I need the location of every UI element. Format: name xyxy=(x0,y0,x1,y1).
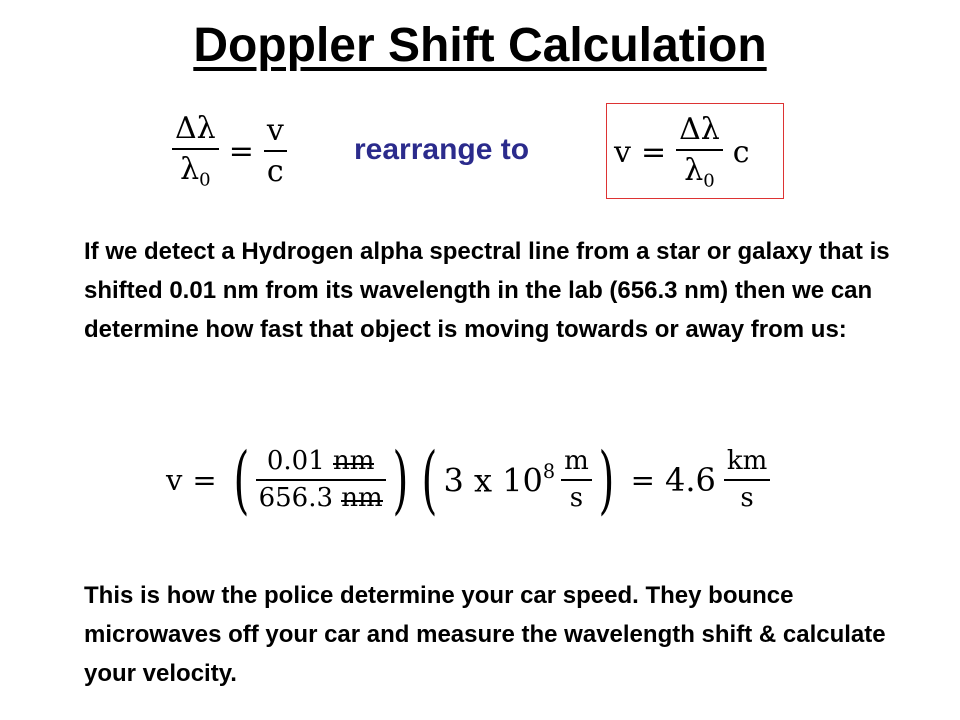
equals-sign: = xyxy=(630,463,655,497)
delta-lambda-fraction xyxy=(172,112,219,190)
slide-title: Doppler Shift Calculation xyxy=(193,19,767,72)
wavelength-ratio-fraction xyxy=(256,447,386,512)
close-parenthesis: ) xyxy=(392,437,409,523)
worked-example-equation xyxy=(166,437,770,523)
fraction-bar xyxy=(264,150,287,152)
fraction-denominator xyxy=(256,484,386,513)
speed-of-light-value xyxy=(443,460,555,499)
close-parenthesis: ) xyxy=(598,437,615,523)
fraction-denominator: s xyxy=(740,483,754,513)
result-value: 4.6 xyxy=(664,461,716,499)
explanation-paragraph: If we detect a Hydrogen alpha spectral line from a star or galaxy that is shifted 0.01 nm from its wavelength in the lab (656.3 nm) then we can determine how fast that object is moving towards or away from us: xyxy=(84,238,890,343)
fraction-denominator: c xyxy=(266,154,284,190)
fraction-denominator xyxy=(681,154,717,191)
fraction-bar xyxy=(256,479,386,481)
rest-wavelength-value: 656.3 xyxy=(258,483,334,513)
doppler-ratio-equation xyxy=(172,112,287,190)
fraction-numerator: Δλ xyxy=(679,112,720,147)
rearrange-label: rearrange to xyxy=(354,133,530,166)
velocity-symbol: v xyxy=(614,134,631,170)
lambda-symbol: λ xyxy=(684,153,704,188)
result-unit-fraction xyxy=(724,447,770,512)
velocity-equation xyxy=(614,113,750,191)
speed-unit-fraction xyxy=(561,447,592,512)
shift-value: 0.01 xyxy=(266,446,325,477)
equals-sign: = xyxy=(192,463,217,497)
fraction-bar xyxy=(172,148,219,150)
fraction-numerator: v xyxy=(266,113,284,149)
fraction-numerator: m xyxy=(564,446,589,477)
fraction-bar xyxy=(724,479,770,481)
fraction-bar xyxy=(561,479,592,481)
fraction-denominator: s xyxy=(569,483,584,513)
fraction-bar xyxy=(676,149,723,151)
lambda-symbol: λ xyxy=(180,152,200,187)
subscript-zero: 0 xyxy=(199,169,211,191)
police-radar-paragraph: This is how the police determine your car speed. They bounce microwaves off your car and measure the wavelength shift & calculate your velocity. xyxy=(84,582,886,687)
open-parenthesis: ( xyxy=(233,437,250,523)
speed-exponent: 8 xyxy=(542,460,556,484)
delta-lambda-fraction xyxy=(676,113,723,191)
fraction-numerator: km xyxy=(726,446,768,477)
fraction-numerator: Δλ xyxy=(175,111,216,146)
speed-base: 3 x 10 xyxy=(443,461,543,500)
equals-sign: = xyxy=(228,133,254,169)
fraction-denominator xyxy=(177,153,213,190)
open-parenthesis: ( xyxy=(421,437,437,523)
fraction-numerator xyxy=(264,447,378,476)
subscript-zero: 0 xyxy=(703,170,715,192)
cancelled-unit: nm xyxy=(333,446,375,477)
equals-sign: = xyxy=(640,134,667,170)
speed-of-light-symbol: c xyxy=(732,134,750,170)
cancelled-unit: nm xyxy=(341,483,383,513)
velocity-symbol: v xyxy=(166,463,183,497)
velocity-ratio-fraction xyxy=(264,114,287,188)
